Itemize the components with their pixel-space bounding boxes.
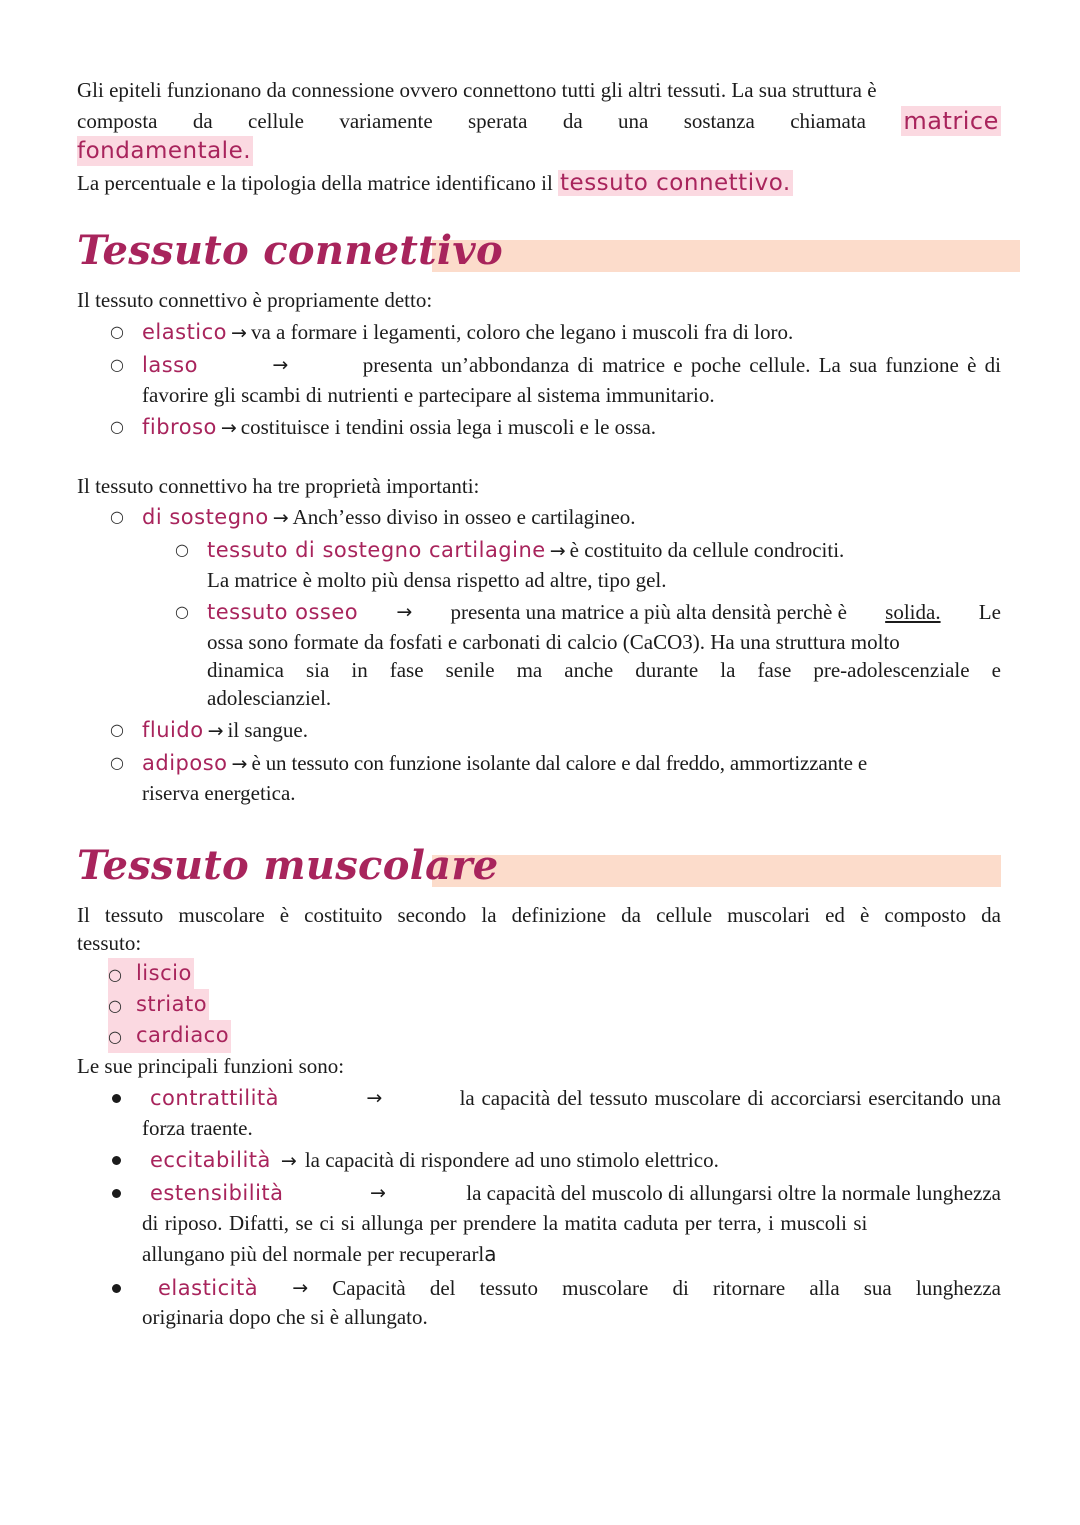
item-text: la capacità del muscolo di allungarsi oltre la normale lunghezza	[466, 1181, 1001, 1205]
func-estensibilita-line-2: di riposo. Difatti, se ci si allunga per prendere la matita caduta per terra, i muscoli si	[142, 1211, 868, 1235]
word: cellule	[656, 903, 713, 927]
bullet-open-icon: ○	[110, 753, 124, 772]
word: dinamica	[207, 658, 284, 682]
section-title-connettivo: Tessuto connettivo	[77, 227, 503, 274]
prop-fluido	[142, 715, 308, 748]
connettivo-lead-2: Il tessuto connettivo ha tre proprietà importanti:	[77, 474, 480, 498]
list-item-lasso-cont: favorire gli scambi di nutrienti e partecipare al sistema immunitario.	[142, 383, 715, 407]
keyword: fibroso	[142, 415, 217, 439]
keyword: elasticità	[158, 1276, 259, 1300]
item-text: Le	[978, 600, 1001, 624]
keyword: contrattilità	[150, 1086, 280, 1110]
section-title-muscolare: Tessuto muscolare	[77, 842, 499, 889]
word: Capacità	[332, 1276, 406, 1300]
word: composta	[77, 109, 158, 133]
word: da	[621, 903, 641, 927]
funzioni-lead: Le sue principali funzioni sono:	[77, 1054, 345, 1078]
keyword: eccitabilità	[150, 1148, 271, 1172]
arrow-icon: →	[292, 1277, 309, 1299]
word: chiamata	[790, 109, 867, 133]
func-contrattilita	[150, 1083, 1001, 1113]
intro-line-1: Gli epiteli funzionano da connessione ovvero connettono tutti gli altri tessuti. La sua struttura è	[77, 78, 877, 102]
connettivo-lead: Il tessuto connettivo è propriamente detto:	[77, 288, 433, 312]
list-item-fibroso	[142, 412, 656, 445]
word: da	[192, 109, 213, 133]
word: Il	[77, 903, 90, 927]
sub-cartilagine-cont: La matrice è molto più densa rispetto ad altre, tipo gel.	[207, 568, 667, 592]
func-contrattilita-cont: forza traente.	[142, 1116, 253, 1140]
bullet-open-icon: ○	[108, 996, 122, 1015]
list-item-elastico	[142, 317, 793, 350]
word: tessuto	[479, 1276, 538, 1300]
prop-adiposo	[142, 748, 867, 781]
word: da	[981, 903, 1001, 927]
word: muscolari	[727, 903, 810, 927]
word: variamente	[339, 109, 433, 133]
arrow-icon: →	[396, 601, 413, 623]
func-estensibilita-line-3	[142, 1239, 497, 1269]
word: sostanza	[683, 109, 755, 133]
keyword: tessuto osseo	[207, 600, 359, 624]
item-text: ossa sono formate da fosfati e carbonati di calcio (CaCO3). Ha una struttura molto	[207, 630, 900, 654]
keyword: adiposo	[142, 751, 228, 775]
underlined-text: solida.	[885, 600, 941, 624]
sub-osseo-line-3	[207, 655, 1001, 685]
arrow-icon: →	[231, 753, 248, 775]
keyword-matrice: matrice	[903, 107, 999, 135]
word: alla	[809, 1276, 840, 1300]
keyword: di sostegno	[142, 505, 269, 529]
word: definizione	[511, 903, 607, 927]
sub-osseo	[207, 597, 1001, 627]
word: costituito	[304, 903, 383, 927]
word: lunghezza	[915, 1276, 1001, 1300]
word: la	[720, 658, 736, 682]
word: composto	[884, 903, 967, 927]
arrow-icon: →	[207, 720, 224, 742]
word: fase	[389, 658, 424, 682]
bullet-open-icon: ○	[108, 965, 122, 984]
word: di	[672, 1276, 689, 1300]
item-text: la capacità di rispondere ad uno stimolo elettrico.	[304, 1148, 719, 1172]
intro-line-4	[77, 168, 793, 198]
word: ritornare	[712, 1276, 786, 1300]
keyword: fluido	[142, 718, 204, 742]
keyword: tessuto di sostegno cartilagine	[207, 538, 546, 562]
word: del	[429, 1276, 456, 1300]
bullet-open-icon: ○	[175, 540, 189, 559]
word: una	[618, 109, 649, 133]
bullet-dot-icon	[112, 1284, 121, 1293]
bullet-open-icon: ○	[108, 1027, 122, 1046]
item-text: va a formare i legamenti, coloro che legano i muscoli fra di loro.	[250, 320, 794, 344]
keyword-tessuto-connettivo: tessuto connettivo.	[560, 170, 791, 196]
item-text: è un tessuto con funzione isolante dal calore e dal freddo, ammortizzante e	[251, 751, 868, 775]
prop-adiposo-cont: riserva energetica.	[142, 781, 296, 805]
type-liscio	[108, 958, 194, 991]
heading-highlight-bar	[432, 855, 1001, 887]
bullet-open-icon: ○	[110, 720, 124, 739]
func-eccitabilita	[150, 1145, 719, 1178]
bullet-open-icon: ○	[110, 507, 124, 526]
func-estensibilita	[150, 1178, 1001, 1208]
word: pre-adolescenziale	[813, 658, 970, 682]
word: durante	[635, 658, 699, 682]
word: ma	[516, 658, 543, 682]
word: anche	[564, 658, 614, 682]
item-text: presenta una matrice a più alta densità perchè è	[450, 600, 847, 624]
word: la	[481, 903, 497, 927]
prop-di-sostegno	[142, 502, 636, 535]
keyword: liscio	[135, 961, 192, 985]
word: tessuto	[104, 903, 164, 927]
bullet-dot-icon	[112, 1189, 121, 1198]
word: e	[991, 658, 1001, 682]
bullet-dot-icon	[112, 1156, 121, 1165]
arrow-icon: →	[231, 322, 247, 344]
arrow-icon: →	[272, 507, 289, 529]
word: in	[351, 658, 368, 682]
muscolare-lead-cont: tessuto:	[77, 931, 142, 955]
arrow-icon: →	[369, 1182, 386, 1204]
bullet-open-icon: ○	[110, 355, 124, 374]
intro-line-4-text: La percentuale e la tipologia della matrice identificano il	[77, 171, 553, 195]
item-text: Anch’esso diviso in osseo e cartilagineo.	[292, 505, 636, 529]
word: sua	[863, 1276, 892, 1300]
arrow-icon: →	[549, 540, 566, 562]
sub-osseo-line-4: adolescianziel.	[207, 686, 332, 710]
intro-line-2	[77, 106, 1001, 136]
arrow-icon: →	[280, 1150, 297, 1172]
heading-highlight-bar	[432, 240, 1020, 272]
bullet-open-icon: ○	[110, 417, 124, 436]
arrow-icon: →	[366, 1087, 383, 1109]
item-text: allungano più del normale per recuperarl	[142, 1242, 485, 1266]
word: sia	[306, 658, 330, 682]
item-text: è costituito da cellule condrociti.	[569, 538, 845, 562]
word: è	[859, 903, 870, 927]
item-text: presenta un’abbondanza di matrice e poche cellule. La sua funzione è di	[362, 353, 1001, 377]
sub-osseo-line-2	[207, 627, 1001, 657]
func-elasticita	[158, 1273, 1001, 1303]
arrow-icon: →	[220, 417, 237, 439]
list-item-lasso	[142, 350, 1001, 380]
func-elasticita-cont: originaria dopo che si è allungato.	[142, 1305, 428, 1329]
word: muscolare	[178, 903, 265, 927]
underlined-word	[885, 597, 940, 627]
keyword: elastico	[142, 320, 228, 344]
keyword: cardiaco	[135, 1023, 230, 1047]
word: sperata	[468, 109, 528, 133]
item-text: costituisce i tendini ossia lega i muscoli e le ossa.	[240, 415, 657, 439]
keyword: estensibilità	[150, 1181, 284, 1205]
bullet-dot-icon	[112, 1094, 121, 1103]
word: da	[562, 109, 583, 133]
bullet-open-icon: ○	[110, 322, 124, 341]
arrow-icon: →	[272, 354, 289, 376]
word: fase	[757, 658, 792, 682]
type-striato	[108, 989, 209, 1022]
keyword: striato	[135, 992, 208, 1016]
item-text: il sangue.	[227, 718, 308, 742]
bullet-open-icon: ○	[175, 602, 189, 621]
keyword: lasso	[142, 353, 198, 377]
word: senile	[445, 658, 495, 682]
word: cellule	[248, 109, 304, 133]
item-text: la capacità del tessuto muscolare di accorciarsi esercitando una	[459, 1086, 1001, 1110]
type-cardiaco	[108, 1020, 231, 1053]
keyword-fondamentale: fondamentale.	[77, 138, 252, 164]
muscolare-lead	[77, 900, 1001, 930]
word: è	[279, 903, 290, 927]
sub-cartilagine	[207, 535, 844, 568]
word: muscolare	[562, 1276, 649, 1300]
word: ed	[825, 903, 845, 927]
word: secondo	[397, 903, 467, 927]
item-text-tail: a	[484, 1242, 497, 1266]
